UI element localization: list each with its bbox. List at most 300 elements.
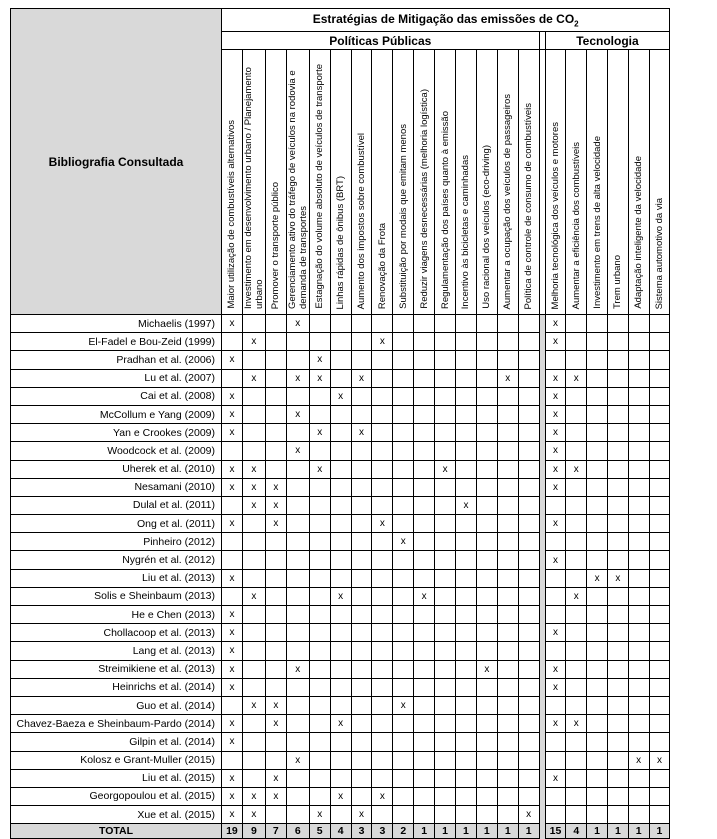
reference-cell: Ong et al. (2011) [11, 515, 222, 533]
mark-cell [372, 551, 393, 569]
mark-cell [566, 624, 587, 642]
mark-cell [242, 769, 265, 787]
mark-cell [497, 424, 518, 442]
mark-cell: x [566, 460, 587, 478]
mark-cell [286, 624, 309, 642]
mark-cell [545, 696, 566, 714]
strategies-table [10, 8, 670, 839]
mark-cell: x [587, 569, 608, 587]
mark-cell [456, 515, 477, 533]
mark-cell [628, 587, 649, 605]
mark-cell: x [351, 424, 372, 442]
mark-cell: x [242, 496, 265, 514]
mark-cell [372, 351, 393, 369]
mark-cell [587, 496, 608, 514]
mark-cell: x [545, 715, 566, 733]
mark-cell: x [286, 405, 309, 423]
table-row [11, 660, 670, 678]
mark-cell: x [222, 405, 243, 423]
mark-cell [393, 733, 414, 751]
mark-cell [456, 478, 477, 496]
column-header-13 [476, 50, 497, 315]
mark-cell [476, 642, 497, 660]
mark-cell [414, 424, 435, 442]
mark-cell [518, 460, 539, 478]
mark-cell [628, 660, 649, 678]
mark-cell [476, 460, 497, 478]
mark-cell [435, 333, 456, 351]
mark-cell [414, 533, 435, 551]
mark-cell [330, 660, 351, 678]
table-row [11, 624, 670, 642]
mark-cell [393, 315, 414, 333]
mark-cell: x [372, 515, 393, 533]
column-header-2 [242, 50, 265, 315]
mark-cell [607, 424, 628, 442]
column-header-label: Renovação da Frota [376, 222, 388, 309]
total-value: 1 [456, 824, 477, 839]
mark-cell [518, 733, 539, 751]
table-title-text: Estratégias de Mitigação das emissões de CO [312, 11, 575, 26]
mark-cell [607, 806, 628, 824]
mark-cell [414, 751, 435, 769]
mark-cell [587, 460, 608, 478]
total-value: 1 [476, 824, 497, 839]
mark-cell: x [351, 806, 372, 824]
mark-cell [497, 333, 518, 351]
mark-cell [414, 387, 435, 405]
mark-cell [456, 642, 477, 660]
mark-cell [545, 351, 566, 369]
column-header-label: Sistema automotivo da via [653, 197, 665, 309]
mark-cell [476, 424, 497, 442]
table-row [11, 587, 670, 605]
mark-cell: x [222, 606, 243, 624]
mark-cell [518, 387, 539, 405]
mark-cell [607, 442, 628, 460]
mark-cell [351, 351, 372, 369]
mark-cell [566, 424, 587, 442]
mark-cell [393, 515, 414, 533]
mark-cell [351, 460, 372, 478]
mark-cell: x [286, 369, 309, 387]
mark-cell [456, 369, 477, 387]
mark-cell [351, 733, 372, 751]
mark-cell [265, 642, 286, 660]
mark-cell [476, 696, 497, 714]
table-row [11, 478, 670, 496]
mark-cell [456, 678, 477, 696]
column-header-label: Reduzir viagens desnecessárias (melhoria logística) [418, 89, 430, 309]
mark-cell: x [545, 478, 566, 496]
mark-cell [309, 533, 330, 551]
mark-cell [545, 587, 566, 605]
mark-cell [476, 715, 497, 733]
mark-cell [518, 642, 539, 660]
mark-cell [393, 551, 414, 569]
mark-cell [372, 496, 393, 514]
mark-cell [628, 806, 649, 824]
mark-cell [414, 569, 435, 587]
mark-cell [435, 587, 456, 605]
column-header-label: Maior utilização de combustíveis alternativos [226, 120, 238, 309]
mark-cell [628, 351, 649, 369]
mark-cell [286, 551, 309, 569]
mark-cell [372, 660, 393, 678]
reference-cell: Chollacoop et al. (2013) [11, 624, 222, 642]
mark-cell [476, 315, 497, 333]
table-title-subscript: 2 [574, 19, 579, 29]
table-row [11, 369, 670, 387]
mark-cell [518, 533, 539, 551]
column-header-label: Aumento dos impostos sobre combustível [356, 132, 367, 309]
mark-cell [393, 478, 414, 496]
mark-cell [222, 587, 243, 605]
column-header-18 [587, 50, 608, 315]
table-row [11, 787, 670, 805]
mark-cell [330, 678, 351, 696]
mark-cell [476, 551, 497, 569]
mark-cell: x [497, 369, 518, 387]
mark-cell [414, 351, 435, 369]
column-header-label: Promover o transporte público [270, 181, 282, 309]
total-label: TOTAL [11, 824, 222, 839]
mark-cell [330, 551, 351, 569]
mark-cell [456, 787, 477, 805]
mark-cell [242, 533, 265, 551]
mark-cell [628, 369, 649, 387]
column-header-label: Substituição por modais que emitam menos [397, 124, 409, 309]
mark-cell: x [265, 696, 286, 714]
mark-cell [476, 387, 497, 405]
column-header-label: Gerenciamento ativo do tráfego de veículos na rodovia e demanda de transportes [286, 70, 309, 309]
column-header-label: Política de controle de consumo de combustíveis [523, 102, 535, 309]
mark-cell [265, 533, 286, 551]
mark-cell: x [518, 806, 539, 824]
mark-cell [435, 551, 456, 569]
mark-cell: x [309, 424, 330, 442]
mark-cell [456, 751, 477, 769]
mark-cell [587, 333, 608, 351]
mark-cell [518, 515, 539, 533]
mark-cell [649, 387, 670, 405]
mark-cell [497, 678, 518, 696]
mark-cell [497, 387, 518, 405]
mark-cell [497, 715, 518, 733]
mark-cell: x [265, 496, 286, 514]
mark-cell [242, 315, 265, 333]
mark-cell [309, 751, 330, 769]
mark-cell [265, 460, 286, 478]
column-header-label: Aumentar a eficiência dos combustíveis [570, 141, 582, 309]
mark-cell [476, 678, 497, 696]
mark-cell [330, 442, 351, 460]
mark-cell [393, 387, 414, 405]
total-value: 2 [393, 824, 414, 839]
mark-cell [309, 660, 330, 678]
mark-cell: x [242, 369, 265, 387]
column-header-label: Estagnação do volume absoluto de veículos de transporte [314, 64, 326, 309]
mark-cell [435, 769, 456, 787]
mark-cell [628, 515, 649, 533]
mark-cell: x [545, 515, 566, 533]
mark-cell [566, 787, 587, 805]
mark-cell [649, 715, 670, 733]
mark-cell [372, 478, 393, 496]
mark-cell: x [545, 424, 566, 442]
mark-cell [456, 551, 477, 569]
mark-cell [393, 569, 414, 587]
mark-cell [222, 333, 243, 351]
column-header-21 [649, 50, 670, 315]
mark-cell: x [222, 624, 243, 642]
mark-cell [414, 405, 435, 423]
mark-cell [351, 533, 372, 551]
mark-cell [566, 569, 587, 587]
table-row [11, 715, 670, 733]
mark-cell [435, 424, 456, 442]
mark-cell [393, 751, 414, 769]
mark-cell [309, 442, 330, 460]
mark-cell [566, 333, 587, 351]
mark-cell [497, 551, 518, 569]
mark-cell [456, 569, 477, 587]
mark-cell [607, 660, 628, 678]
mark-cell [518, 751, 539, 769]
mark-cell [372, 715, 393, 733]
mark-cell [435, 660, 456, 678]
mark-cell [393, 351, 414, 369]
mark-cell [414, 460, 435, 478]
mark-cell [518, 551, 539, 569]
mark-cell: x [435, 460, 456, 478]
mark-cell [518, 787, 539, 805]
mark-cell [497, 642, 518, 660]
mark-cell: x [242, 787, 265, 805]
column-header-8 [372, 50, 393, 315]
mark-cell [649, 733, 670, 751]
mark-cell [607, 624, 628, 642]
mark-cell [456, 733, 477, 751]
mark-cell [309, 587, 330, 605]
mark-cell [587, 351, 608, 369]
mark-cell [330, 569, 351, 587]
mark-cell: x [330, 787, 351, 805]
mark-cell [242, 442, 265, 460]
mark-cell: x [265, 715, 286, 733]
mark-cell [587, 369, 608, 387]
mark-cell [566, 533, 587, 551]
mark-cell [330, 405, 351, 423]
mark-cell [330, 533, 351, 551]
mark-cell [435, 515, 456, 533]
column-header-7 [351, 50, 372, 315]
mark-cell [351, 696, 372, 714]
mark-cell [222, 442, 243, 460]
strategies-table-container [10, 8, 670, 839]
mark-cell [309, 315, 330, 333]
mark-cell: x [222, 806, 243, 824]
mark-cell [222, 551, 243, 569]
mark-cell [372, 533, 393, 551]
reference-cell: McCollum e Yang (2009) [11, 405, 222, 423]
mark-cell [372, 606, 393, 624]
total-value: 3 [351, 824, 372, 839]
mark-cell [265, 624, 286, 642]
mark-cell [545, 606, 566, 624]
total-value: 4 [566, 824, 587, 839]
mark-cell [351, 715, 372, 733]
mark-cell [587, 478, 608, 496]
mark-cell [497, 515, 518, 533]
mark-cell: x [242, 696, 265, 714]
mark-cell [351, 787, 372, 805]
mark-cell [309, 405, 330, 423]
reference-cell: Michaelis (1997) [11, 315, 222, 333]
mark-cell [242, 678, 265, 696]
mark-cell [286, 460, 309, 478]
mark-cell [372, 696, 393, 714]
mark-cell [628, 715, 649, 733]
table-row [11, 351, 670, 369]
mark-cell [649, 624, 670, 642]
column-header-label: Trem urbano [612, 254, 624, 309]
mark-cell [265, 569, 286, 587]
mark-cell [372, 442, 393, 460]
mark-cell [435, 787, 456, 805]
table-row [11, 678, 670, 696]
mark-cell [286, 333, 309, 351]
mark-cell: x [286, 315, 309, 333]
table-title [222, 9, 670, 32]
mark-cell [351, 660, 372, 678]
mark-cell [476, 624, 497, 642]
mark-cell [628, 442, 649, 460]
mark-cell [372, 569, 393, 587]
mark-cell [435, 806, 456, 824]
column-header-11 [435, 50, 456, 315]
mark-cell [286, 515, 309, 533]
mark-cell [566, 478, 587, 496]
mark-cell: x [545, 333, 566, 351]
mark-cell [414, 787, 435, 805]
table-row [11, 442, 670, 460]
mark-cell [456, 442, 477, 460]
mark-cell [497, 660, 518, 678]
mark-cell [587, 696, 608, 714]
mark-cell [456, 424, 477, 442]
mark-cell [587, 587, 608, 605]
mark-cell [393, 405, 414, 423]
mark-cell [628, 696, 649, 714]
mark-cell [351, 442, 372, 460]
mark-cell [372, 624, 393, 642]
mark-cell [607, 606, 628, 624]
mark-cell [351, 751, 372, 769]
mark-cell [587, 387, 608, 405]
mark-cell [286, 678, 309, 696]
mark-cell [607, 496, 628, 514]
mark-cell [476, 351, 497, 369]
mark-cell [476, 478, 497, 496]
mark-cell [435, 606, 456, 624]
mark-cell [286, 478, 309, 496]
mark-cell [628, 533, 649, 551]
mark-cell: x [222, 478, 243, 496]
mark-cell [497, 460, 518, 478]
reference-cell: Lu et al. (2007) [11, 369, 222, 387]
reference-cell: Guo et al. (2014) [11, 696, 222, 714]
mark-cell [393, 460, 414, 478]
mark-cell [242, 751, 265, 769]
mark-cell [476, 751, 497, 769]
table-row [11, 769, 670, 787]
mark-cell: x [222, 769, 243, 787]
table-row [11, 642, 670, 660]
mark-cell [607, 733, 628, 751]
table-row [11, 606, 670, 624]
mark-cell [607, 369, 628, 387]
mark-cell [393, 587, 414, 605]
mark-cell [435, 678, 456, 696]
mark-cell [587, 806, 608, 824]
mark-cell [351, 551, 372, 569]
mark-cell [330, 606, 351, 624]
mark-cell [628, 678, 649, 696]
mark-cell [607, 642, 628, 660]
mark-cell [649, 460, 670, 478]
mark-cell [265, 587, 286, 605]
mark-cell: x [330, 387, 351, 405]
mark-cell: x [372, 333, 393, 351]
mark-cell: x [372, 787, 393, 805]
column-header-19 [607, 50, 628, 315]
mark-cell [628, 606, 649, 624]
column-header-10 [414, 50, 435, 315]
mark-cell [497, 733, 518, 751]
mark-cell [351, 333, 372, 351]
column-header-label: Investimento em trens de alta velocidade [591, 136, 603, 309]
mark-cell: x [286, 751, 309, 769]
mark-cell [435, 696, 456, 714]
mark-cell [476, 569, 497, 587]
mark-cell [414, 733, 435, 751]
mark-cell: x [351, 369, 372, 387]
mark-cell [628, 624, 649, 642]
mark-cell [587, 533, 608, 551]
mark-cell [518, 606, 539, 624]
mark-cell [435, 624, 456, 642]
reference-cell: Heinrichs et al. (2014) [11, 678, 222, 696]
mark-cell [607, 696, 628, 714]
column-header-14 [497, 50, 518, 315]
mark-cell [545, 806, 566, 824]
mark-cell: x [456, 496, 477, 514]
mark-cell [330, 333, 351, 351]
mark-cell [265, 442, 286, 460]
mark-cell [435, 733, 456, 751]
mark-cell [456, 715, 477, 733]
mark-cell [414, 715, 435, 733]
reference-cell: Pradhan et al. (2006) [11, 351, 222, 369]
mark-cell [351, 569, 372, 587]
mark-cell [242, 351, 265, 369]
mark-cell [351, 606, 372, 624]
mark-cell [414, 642, 435, 660]
mark-cell [309, 715, 330, 733]
mark-cell [476, 405, 497, 423]
total-value: 1 [497, 824, 518, 839]
